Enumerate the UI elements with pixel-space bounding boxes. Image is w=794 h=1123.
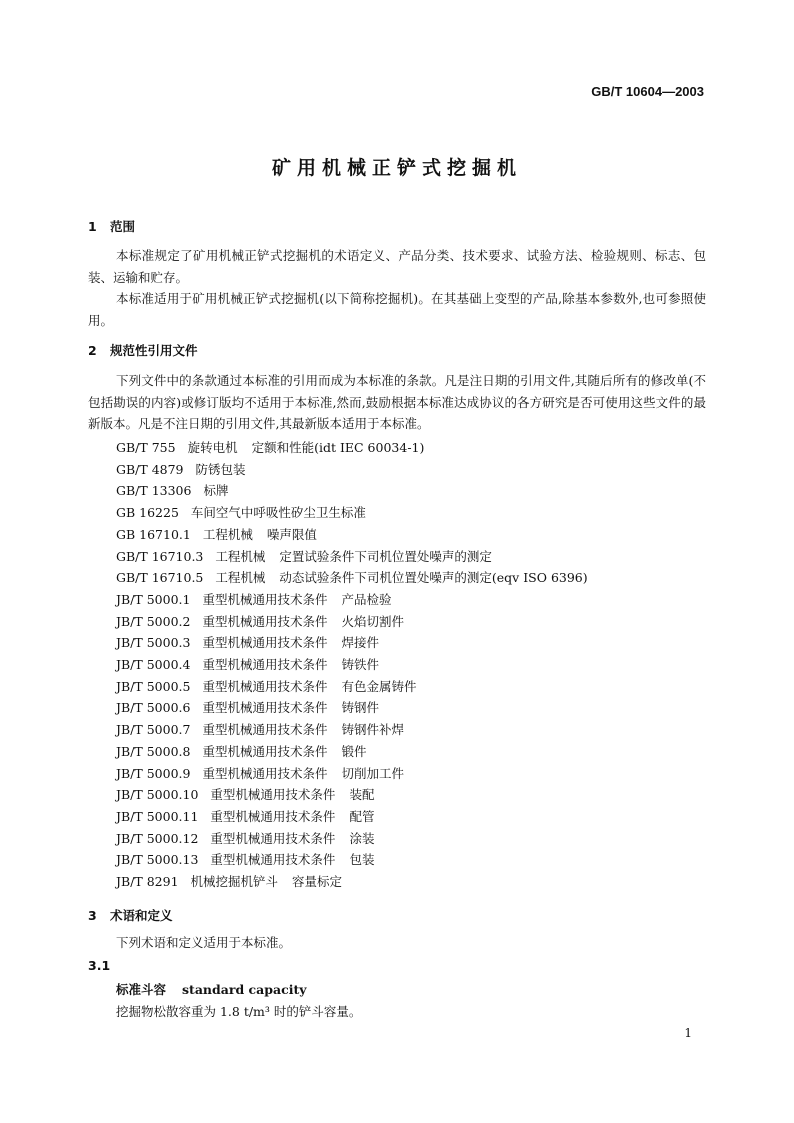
reference-code: GB/T 13306 <box>116 483 192 499</box>
section-number: 3 <box>88 908 97 923</box>
reference-item <box>116 546 588 568</box>
reference-item <box>116 849 588 871</box>
reference-title: 防锈包装 <box>195 461 246 477</box>
section-2-paragraph-1: 下列文件中的条款通过本标准的引用而成为本标准的条款。凡是注日期的引用文件,其随后所有的修改单(不包括勘误的内容)或修订版均不适用于本标准,然而,鼓励根据本标准达成协议的各方研究是否可使用这些文件的最新版本。凡是不注日期的引用文件,其最新版本适用于本标准。 <box>88 373 706 431</box>
reference-title: 工程机械 <box>215 548 266 564</box>
reference-code: JB/T 5000.11 <box>116 808 199 824</box>
reference-code: GB 16225 <box>116 505 179 521</box>
reference-title: 重型机械通用技术条件 <box>202 613 328 629</box>
section-1-paragraph-1: 本标准规定了矿用机械正铲式挖掘机的术语定义、产品分类、技术要求、试验方法、检验规则、标志、包装、运输和贮存。 <box>88 248 706 285</box>
reference-title: 重型机械通用技术条件 <box>202 700 328 716</box>
reference-title: 标牌 <box>203 483 229 499</box>
reference-item <box>116 763 588 785</box>
reference-code: GB/T 16710.3 <box>116 548 204 564</box>
reference-item <box>116 567 588 589</box>
reference-item <box>116 871 588 893</box>
reference-subtitle: 有色金属铸件 <box>341 678 417 694</box>
reference-item <box>116 784 588 806</box>
reference-title: 工程机械 <box>215 570 266 586</box>
reference-title: 重型机械通用技术条件 <box>202 657 328 673</box>
reference-code: GB/T 4879 <box>116 461 184 477</box>
reference-code: JB/T 5000.6 <box>116 700 191 716</box>
reference-item <box>116 697 588 719</box>
reference-title: 重型机械通用技术条件 <box>210 830 336 846</box>
reference-item <box>116 806 588 828</box>
reference-item <box>116 676 588 698</box>
reference-code: JB/T 5000.12 <box>116 830 199 846</box>
term-definition: 挖掘物松散容重为 1.8 t/m³ 时的铲斗容量。 <box>116 1004 362 1019</box>
reference-code: GB/T 755 <box>116 440 176 455</box>
reference-item <box>116 524 588 546</box>
reference-subtitle: 铸铁件 <box>341 657 379 673</box>
section-3-heading <box>88 906 173 924</box>
reference-item <box>116 719 588 741</box>
reference-subtitle: 噪声限值 <box>266 526 317 542</box>
reference-code: JB/T 5000.13 <box>116 852 199 868</box>
reference-subtitle: 焊接件 <box>341 635 379 651</box>
reference-title: 重型机械通用技术条件 <box>202 722 328 738</box>
term-number: 3.1 <box>88 958 111 973</box>
section-2-heading <box>88 341 198 359</box>
reference-code: JB/T 5000.7 <box>116 722 191 738</box>
reference-code: JB/T 5000.3 <box>116 635 191 651</box>
reference-subtitle: 涂装 <box>349 830 375 846</box>
section-number: 2 <box>88 343 97 358</box>
reference-code: JB/T 5000.5 <box>116 678 191 694</box>
reference-title: 旋转电机 <box>187 440 238 455</box>
reference-subtitle: 配管 <box>349 808 375 824</box>
section-1-heading <box>88 217 135 235</box>
reference-item <box>116 611 588 633</box>
section-number: 1 <box>88 219 97 234</box>
reference-subtitle: 定额和性能(idt IEC 60034-1) <box>251 440 425 455</box>
standard-code: GB/T 10604—2003 <box>591 84 704 99</box>
section-title: 术语和定义 <box>110 908 173 923</box>
reference-subtitle: 定置试验条件下司机位置处噪声的测定 <box>279 548 492 564</box>
reference-item <box>116 589 588 611</box>
reference-code: JB/T 5000.4 <box>116 657 191 673</box>
reference-title: 机械挖掘机铲斗 <box>190 874 279 890</box>
reference-subtitle: 切削加工件 <box>341 765 404 781</box>
reference-subtitle: 铸钢件补焊 <box>341 722 404 738</box>
section-1-paragraph-2: 本标准适用于矿用机械正铲式挖掘机(以下简称挖掘机)。在其基础上变型的产品,除基本参数外,也可参照使用。 <box>88 291 706 328</box>
page-number: 1 <box>684 1026 692 1040</box>
reference-item <box>116 459 588 481</box>
reference-title: 车间空气中呼吸性矽尘卫生标准 <box>190 505 366 521</box>
reference-title: 重型机械通用技术条件 <box>210 808 336 824</box>
reference-code: GB 16710.1 <box>116 526 191 542</box>
reference-item <box>116 654 588 676</box>
reference-subtitle: 铸钢件 <box>341 700 379 716</box>
normative-reference-list <box>116 437 588 893</box>
section-title: 范围 <box>110 219 136 234</box>
reference-subtitle: 容量标定 <box>292 874 343 890</box>
reference-title: 工程机械 <box>202 526 253 542</box>
section-3-paragraph-1: 下列术语和定义适用于本标准。 <box>116 935 292 950</box>
reference-subtitle: 产品检验 <box>341 591 392 607</box>
reference-subtitle: 动态试验条件下司机位置处噪声的测定(eqv ISO 6396) <box>279 570 588 586</box>
reference-item <box>116 480 588 502</box>
term-name <box>116 980 306 998</box>
reference-title: 重型机械通用技术条件 <box>202 765 328 781</box>
reference-title: 重型机械通用技术条件 <box>210 852 336 868</box>
reference-code: JB/T 5000.8 <box>116 743 191 759</box>
reference-code: JB/T 5000.2 <box>116 613 191 629</box>
section-title: 规范性引用文件 <box>110 343 198 358</box>
reference-code: JB/T 5000.1 <box>116 591 191 607</box>
reference-title: 重型机械通用技术条件 <box>202 635 328 651</box>
reference-code: GB/T 16710.5 <box>116 570 204 586</box>
reference-title: 重型机械通用技术条件 <box>202 591 328 607</box>
reference-item <box>116 437 588 459</box>
reference-subtitle: 锻件 <box>341 743 367 759</box>
reference-title: 重型机械通用技术条件 <box>202 743 328 759</box>
reference-code: JB/T 5000.9 <box>116 765 191 781</box>
reference-subtitle: 包装 <box>349 852 375 868</box>
reference-item <box>116 632 588 654</box>
reference-title: 重型机械通用技术条件 <box>210 787 336 803</box>
reference-item <box>116 502 588 524</box>
reference-code: JB/T 8291 <box>116 874 179 890</box>
reference-subtitle: 装配 <box>349 787 375 803</box>
reference-title: 重型机械通用技术条件 <box>202 678 328 694</box>
document-title: 矿用机械正铲式挖掘机 <box>271 157 522 179</box>
reference-item <box>116 828 588 850</box>
term-name-zh: 标准斗容 <box>116 982 167 997</box>
reference-code: JB/T 5000.10 <box>116 787 199 803</box>
reference-subtitle: 火焰切割件 <box>341 613 404 629</box>
term-name-en: standard capacity <box>182 982 307 997</box>
reference-item <box>116 741 588 763</box>
